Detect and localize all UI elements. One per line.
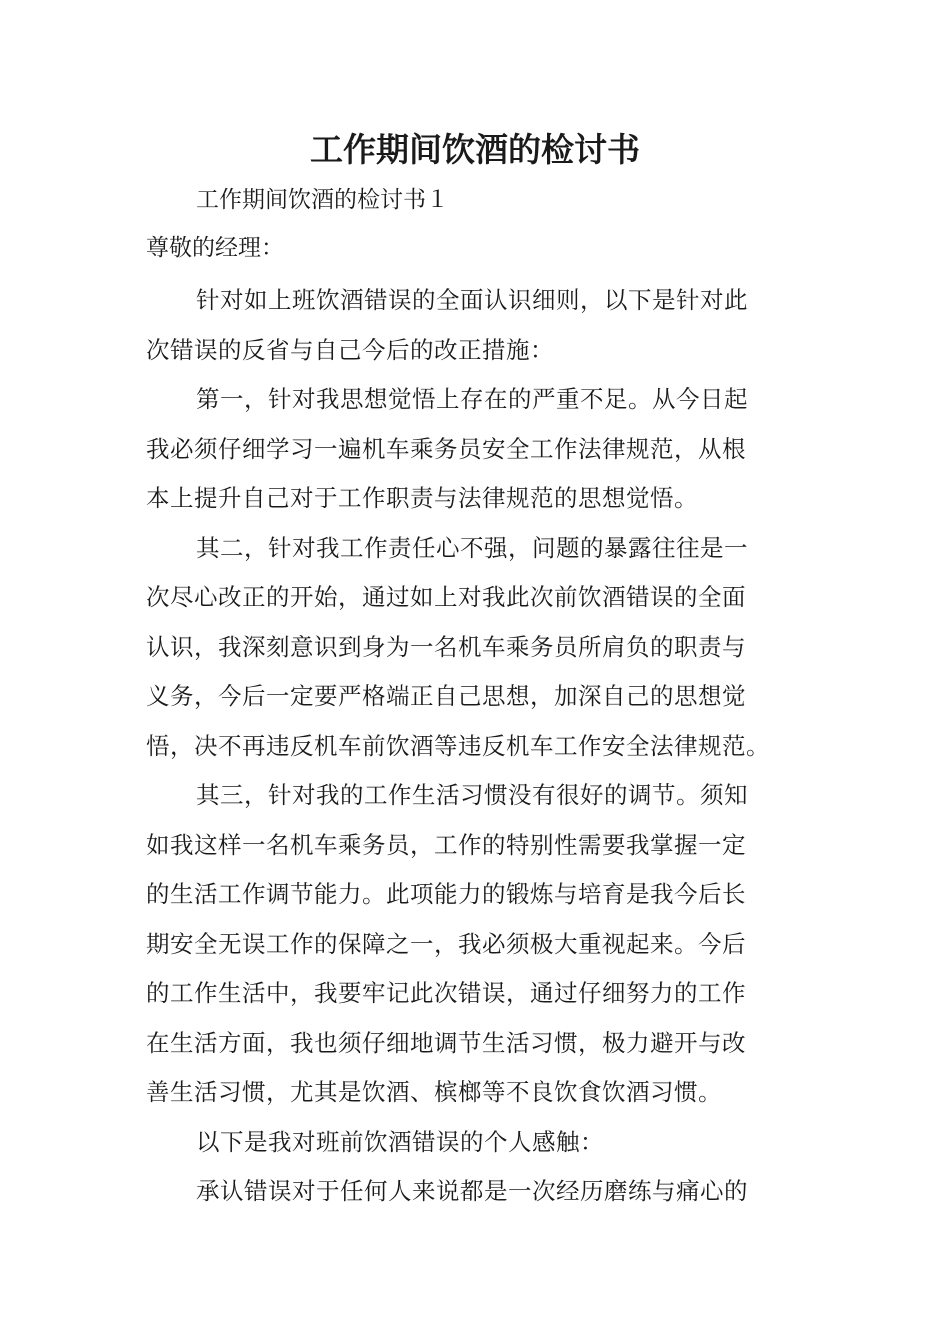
salutation: 尊敬的经理： bbox=[146, 235, 284, 261]
body-line: 次错误的反省与自己今后的改正措施： bbox=[146, 335, 554, 364]
body-line: 在生活方面，我也须仔细地调节生活习惯，极力避开与改 bbox=[146, 1028, 746, 1057]
body-line: 本上提升自己对于工作职责与法律规范的思想觉悟。 bbox=[146, 484, 698, 512]
document-title: 工作期间饮酒的检讨书 bbox=[310, 130, 640, 169]
body-line: 其三，针对我的工作生活习惯没有很好的调节。须知 bbox=[196, 781, 748, 809]
body-line: 承认错误对于任何人来说都是一次经历磨练与痛心的 bbox=[196, 1177, 748, 1205]
body-line: 期安全无误工作的保障之一，我必须极大重视起来。今后 bbox=[146, 929, 746, 958]
body-line: 的生活工作调节能力。此项能力的锻炼与培育是我今后长 bbox=[146, 880, 746, 908]
document-subtitle: 工作期间饮酒的检讨书１ bbox=[196, 187, 449, 213]
body-line: 次尽心改正的开始，通过如上对我此次前饮酒错误的全面 bbox=[146, 583, 746, 611]
body-line: 第一，针对我思想觉悟上存在的严重不足。从今日起 bbox=[196, 385, 748, 413]
body-line: 义务，今后一定要严格端正自己思想，加深自己的思想觉 bbox=[146, 682, 746, 710]
body-line: 其二，针对我工作责任心不强，问题的暴露往往是一 bbox=[196, 533, 748, 562]
body-line: 的工作生活中，我要牢记此次错误，通过仔细努力的工作 bbox=[146, 979, 746, 1007]
body-line: 悟，决不再违反机车前饮酒等违反机车工作安全法律规范。 bbox=[146, 731, 770, 760]
document-body bbox=[146, 276, 810, 1217]
body-line: 以下是我对班前饮酒错误的个人感触： bbox=[196, 1127, 604, 1156]
body-line: 针对如上班饮酒错误的全面认识细则，以下是针对此 bbox=[196, 286, 748, 314]
body-line: 我必须仔细学习一遍机车乘务员安全工作法律规范，从根 bbox=[146, 434, 746, 463]
body-line: 认识，我深刻意识到身为一名机车乘务员所肩负的职责与 bbox=[146, 632, 746, 661]
body-line: 如我这样一名机车乘务员，工作的特别性需要我掌握一定 bbox=[146, 830, 746, 859]
body-line: 善生活习惯，尤其是饮酒、槟榔等不良饮食饮酒习惯。 bbox=[146, 1078, 722, 1106]
